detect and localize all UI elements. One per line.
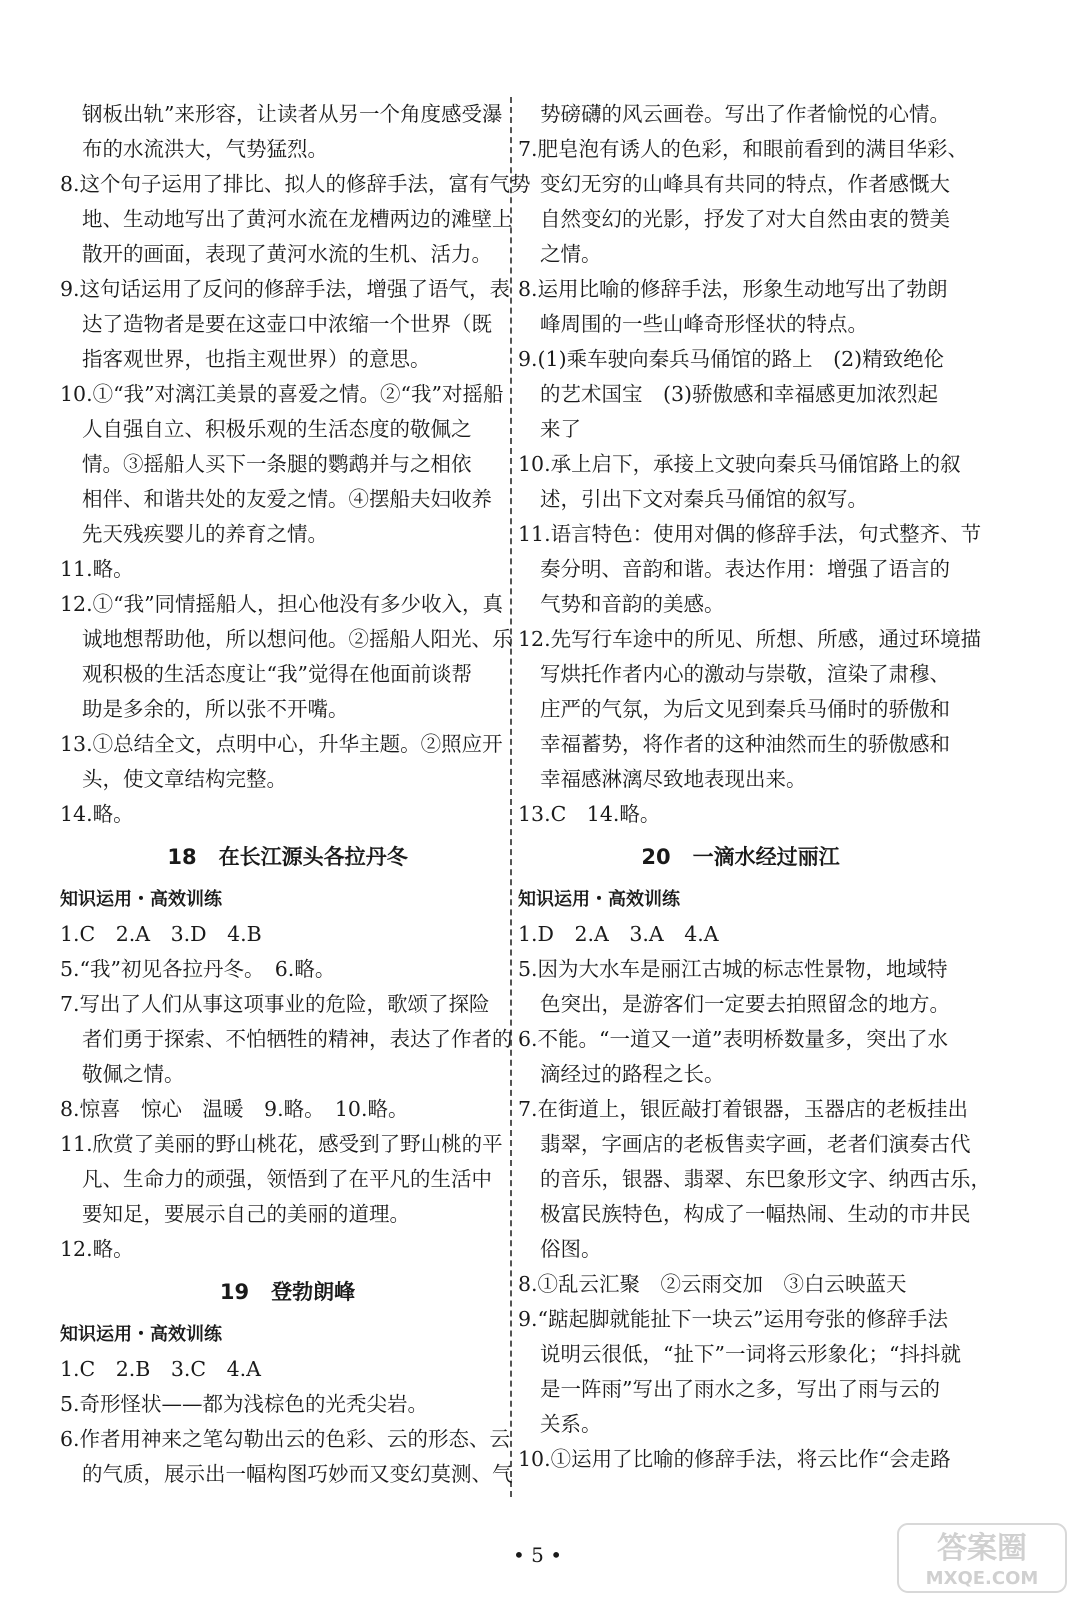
answer-line: 12.①“我”同情摇船人，担心他没有多少收入，真 — [60, 592, 504, 616]
section-number: 19 — [219, 1280, 250, 1304]
answer-item — [518, 1442, 963, 1477]
answer-item — [60, 552, 515, 587]
answer-line: 6.作者用神来之笔勾勒出云的色彩、云的形态、云 — [60, 1427, 511, 1451]
answer-item — [518, 1267, 963, 1302]
answer-line: 俗图。 — [540, 1237, 602, 1261]
section-title: 在长江源头各拉丹冬 — [218, 845, 408, 869]
answer-line: 12.略。 — [60, 1237, 134, 1261]
answer-item — [60, 272, 515, 377]
text-line: 钢板出轨”来形容，让读者从另一个角度感受瀑 — [82, 102, 503, 126]
answer-line: 12.先写行车途中的所见、所想、所感，通过环境描 — [518, 627, 982, 651]
answer-line: 先天残疾婴儿的养育之情。 — [82, 522, 328, 546]
answer-item — [60, 797, 515, 832]
answer-line: 9.“踮起脚就能扯下一块云”运用夸张的修辞手法 — [518, 1307, 949, 1331]
answer-line: 写烘托作者内心的激动与崇敬，渲染了肃穆、 — [540, 662, 950, 686]
answer-line: 地、生动地写出了黄河水流在龙槽两边的滩壁上 — [82, 207, 513, 231]
subsection-heading: 知识运用・高效训练 — [60, 889, 222, 910]
answer-list-17 — [60, 167, 531, 832]
answer-line: 关系。 — [540, 1412, 602, 1436]
answer-line: 6.不能。“一道又一道”表明桥数量多，突出了水 — [518, 1027, 949, 1051]
answer-item — [518, 1302, 963, 1442]
answer-line: 气势和音韵的美感。 — [540, 592, 725, 616]
answer-line: 的气质，展示出一幅构图巧妙而又变幻莫测、气 — [82, 1462, 513, 1486]
answer-item — [518, 917, 963, 952]
answer-line: 5.“我”初见各拉丹冬。 6.略。 — [60, 957, 336, 981]
section-number: 20 — [641, 845, 671, 869]
section-number: 18 — [167, 845, 197, 869]
section-heading-20 — [518, 832, 963, 882]
section-heading-19 — [60, 1267, 515, 1317]
text-line: 势磅礴的风云画卷。写出了作者愉悦的心情。 — [540, 102, 950, 126]
answer-line: 凡、生命力的顽强，领悟到了在平凡的生活中 — [82, 1167, 492, 1191]
answer-item — [518, 1092, 991, 1267]
answer-line: 庄严的气氛，为后文见到秦兵马俑时的骄傲和 — [540, 697, 950, 721]
answer-line: 11.欣赏了美丽的野山桃花，感受到了野山桃的平 — [60, 1132, 503, 1156]
answer-item — [60, 1092, 515, 1127]
answer-line: 13.①总结全文，点明中心，升华主题。②照应开 — [60, 732, 503, 756]
section-title: 一滴水经过丽江 — [692, 845, 840, 869]
answer-list-19 — [60, 1352, 515, 1492]
answer-item — [518, 797, 963, 832]
right-continued-text — [518, 97, 963, 132]
answer-line: 1.C 2.A 3.D 4.B — [60, 922, 262, 946]
answer-line: 9.这句话运用了反问的修辞手法，增强了语气，表 — [60, 277, 511, 301]
answer-line: 滴经过的路程之长。 — [540, 1062, 725, 1086]
answer-line: 幸福蓄势，将作者的这种油然而生的骄傲感和 — [540, 732, 950, 756]
answer-line: 观积极的生活态度让“我”觉得在他面前谈帮 — [82, 662, 472, 686]
answer-line: 8.①乱云汇聚 ②云雨交加 ③白云映蓝天 — [518, 1272, 907, 1296]
answer-item — [60, 587, 515, 727]
answer-line: 14.略。 — [60, 802, 134, 826]
answer-item — [60, 1352, 515, 1387]
answer-line: 11.略。 — [60, 557, 134, 581]
answer-line: 10.①“我”对漓江美景的喜爱之情。②“我”对摇船 — [60, 382, 504, 406]
answer-item — [518, 447, 963, 517]
answer-line: 7.在街道上，银匠敲打着银器，玉器店的老板挂出 — [518, 1097, 969, 1121]
answer-line: 7.肥皂泡有诱人的色彩，和眼前看到的满目华彩、 — [518, 137, 969, 161]
answer-line: 峰周围的一些山峰奇形怪状的特点。 — [540, 312, 868, 336]
watermark-logo — [896, 1522, 1068, 1594]
answer-item — [518, 622, 982, 797]
answer-item — [60, 1422, 515, 1492]
answer-line: 要知足，要展示自己的美丽的道理。 — [82, 1202, 410, 1226]
answer-line: 达了造物者是要在这壶口中浓缩一个世界（既 — [82, 312, 492, 336]
answer-line: 1.C 2.B 3.C 4.A — [60, 1357, 261, 1381]
answer-item — [60, 167, 531, 272]
answer-line: 色突出，是游客们一定要去拍照留念的地方。 — [540, 992, 950, 1016]
svg-text:MXQE.COM: MXQE.COM — [925, 1568, 1039, 1589]
answer-line: 13.C 14.略。 — [518, 802, 661, 826]
answer-item — [518, 952, 963, 1022]
answer-line: 述，引出下文对秦兵马俑馆的叙写。 — [540, 487, 868, 511]
answer-line: 9.(1)乘车驶向秦兵马俑馆的路上 (2)精致绝伦 — [518, 347, 945, 371]
answer-item — [518, 517, 982, 622]
answer-item — [518, 1022, 963, 1092]
answer-line: 奏分明、音韵和谐。表达作用：增强了语言的 — [540, 557, 950, 581]
answer-item — [518, 342, 963, 447]
answer-item — [60, 1387, 515, 1422]
answer-line: 头，使文章结构完整。 — [82, 767, 287, 791]
subsection-heading: 知识运用・高效训练 — [60, 1324, 222, 1345]
answer-line: 说明云很低，“扯下”一词将云形象化；“抖抖就 — [540, 1342, 961, 1366]
answer-line: 人自强自立、积极乐观的生活态度的敬佩之 — [82, 417, 472, 441]
answer-line: 8.这个句子运用了排比、拟人的修辞手法，富有气势 — [60, 172, 531, 196]
answer-line: 自然变幻的光影，抒发了对大自然由衷的赞美 — [540, 207, 950, 231]
page-number: • 5 • — [512, 1543, 563, 1567]
answer-line: 10.①运用了比喻的修辞手法，将云比作“会走路 — [518, 1447, 951, 1471]
answer-list-20 — [518, 917, 991, 1477]
answer-line: 5.因为大水车是丽江古城的标志性景物，地域特 — [518, 957, 948, 981]
answer-line: 的艺术国宝 (3)骄傲感和幸福感更加浓烈起 — [540, 382, 939, 406]
answer-line: 散开的画面，表现了黄河水流的生机、活力。 — [82, 242, 492, 266]
answer-line: 相伴、和谐共处的友爱之情。④摆船夫妇收养 — [82, 487, 492, 511]
text-line: 布的水流洪大，气势猛烈。 — [82, 137, 328, 161]
answer-line: 诚地想帮助他，所以想问他。②摇船人阳光、乐 — [82, 627, 513, 651]
section-title: 登勃朗峰 — [271, 1280, 356, 1304]
answer-line: 来了 — [540, 417, 581, 441]
answer-line: 者们勇于探索、不怕牺牲的精神，表达了作者的 — [82, 1027, 513, 1051]
left-column — [60, 97, 531, 1492]
answer-item — [518, 132, 969, 272]
answer-item — [60, 1127, 515, 1232]
answer-line: 极富民族特色，构成了一幅热闹、生动的市井民 — [540, 1202, 971, 1226]
answer-item — [60, 377, 515, 552]
answer-line: 1.D 2.A 3.A 4.A — [518, 922, 719, 946]
subsection-heading: 知识运用・高效训练 — [518, 889, 680, 910]
answer-line: 敬佩之情。 — [82, 1062, 185, 1086]
answer-list-18 — [60, 917, 515, 1267]
answer-item — [60, 952, 515, 987]
answer-item — [60, 917, 515, 952]
answer-item — [60, 727, 515, 797]
answer-line: 幸福感淋漓尽致地表现出来。 — [540, 767, 807, 791]
answer-line: 的音乐，银器、翡翠、东巴象形文字、纳西古乐， — [540, 1167, 991, 1191]
answer-list-19-continued — [518, 132, 982, 832]
answer-line: 变幻无穷的山峰具有共同的特点，作者感慨大 — [540, 172, 950, 196]
answer-item — [60, 1232, 515, 1267]
svg-text:答案圈: 答案圈 — [937, 1531, 1027, 1566]
answer-line: 11.语言特色：使用对偶的修辞手法，句式整齐、节 — [518, 522, 982, 546]
answer-line: 是一阵雨”写出了雨水之多，写出了雨与云的 — [540, 1377, 940, 1401]
answer-line: 5.奇形怪状——都为浅棕色的光秃尖岩。 — [60, 1392, 429, 1416]
answer-item — [60, 987, 515, 1092]
answer-line: 助是多余的，所以张不开嘴。 — [82, 697, 349, 721]
section-heading-18 — [60, 832, 515, 882]
answer-line: 8.运用比喻的修辞手法，形象生动地写出了勃朗 — [518, 277, 948, 301]
answer-line: 翡翠，字画店的老板售卖字画，老者们演奏古代 — [540, 1132, 971, 1156]
right-column — [518, 97, 991, 1477]
answer-line: 8.惊喜 惊心 温暖 9.略。 10.略。 — [60, 1097, 409, 1121]
left-continued-text — [60, 97, 515, 167]
answer-line: 7.写出了人们从事这项事业的危险，歌颂了探险 — [60, 992, 490, 1016]
answer-line: 10.承上启下，承接上文驶向秦兵马俑馆路上的叙 — [518, 452, 961, 476]
answer-line: 指客观世界，也指主观世界）的意思。 — [82, 347, 431, 371]
answer-item — [518, 272, 963, 342]
answer-line: 之情。 — [540, 242, 602, 266]
answer-line: 情。③摇船人买下一条腿的鹦鹉并与之相依 — [82, 452, 472, 476]
